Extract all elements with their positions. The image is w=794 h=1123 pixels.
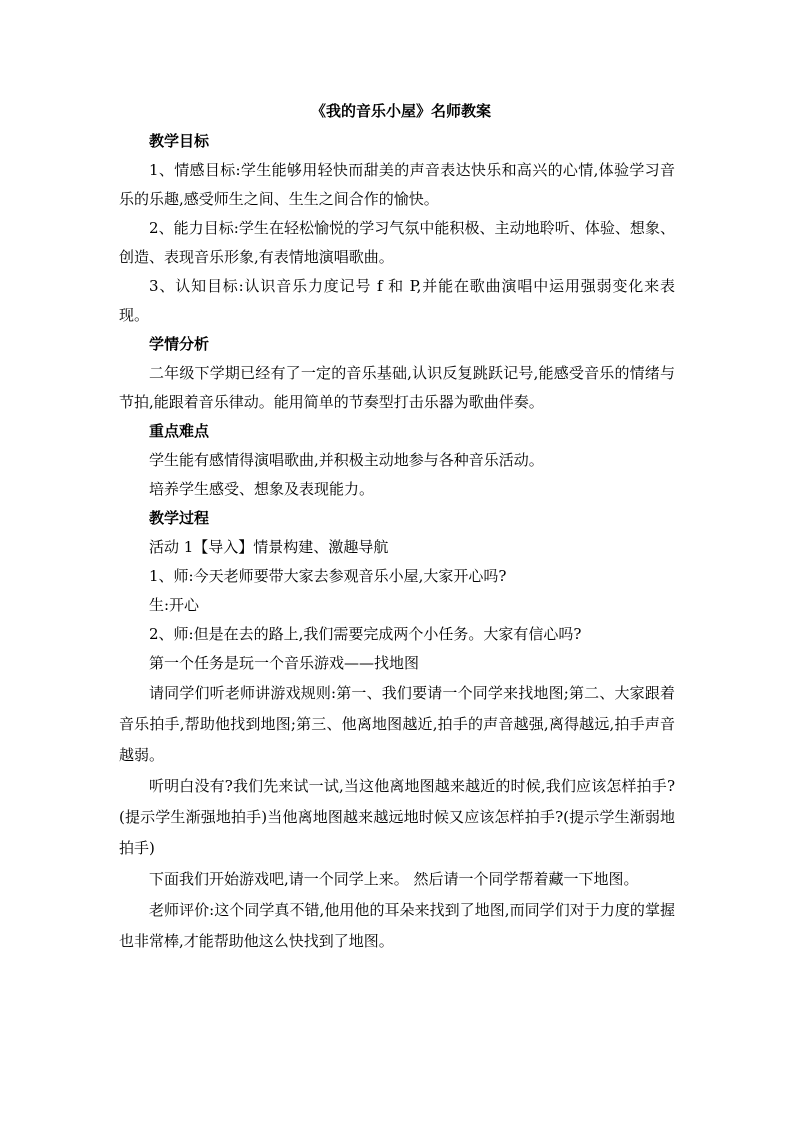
process-line-3: 2、师:但是在去的路上,我们需要完成两个小任务。大家有信心吗? — [149, 625, 582, 643]
process-line-4: 第一个任务是玩一个音乐游戏——找地图 — [149, 654, 420, 672]
process-line-1: 1、师:今天老师要带大家去参观音乐小屋,大家开心吗? — [149, 567, 507, 585]
document-body — [119, 98, 675, 957]
process-line-2: 生:开心 — [149, 596, 200, 614]
game-rules: 请同学们听老师讲游戏规则:第一、我们要请一个同学来找地图;第二、大家跟着音乐拍手,帮助他找到地图;第三、他离地图越近,拍手的声音越强,离得越远,拍手声音越弱。 — [119, 684, 675, 764]
teacher-evaluation: 老师评价:这个同学真不错,他用他的耳朵来找到了地图,而同学们对于力度的掌握也非常棒,才能帮助他这么快找到了地图。 — [119, 901, 675, 950]
heading-learner-analysis: 学情分析 — [149, 335, 210, 353]
heading-key-points: 重点难点 — [149, 422, 210, 440]
goal-emotion: 1、情感目标:学生能够用轻快而甜美的声音表达快乐和高兴的心情,体验学习音乐的乐趣,感受师生之间、生生之间合作的愉快。 — [119, 161, 675, 208]
document-title: 《我的音乐小屋》名师教案 — [310, 102, 491, 120]
game-clarify: 听明白没有?我们先来试一试,当这他离地图越来越近的时候,我们应该怎样拍手?(提示学生渐强地拍手)当他离地图越来越远地时候又应该怎样拍手?(提示学生渐弱地拍手) — [119, 777, 675, 857]
heading-teaching-process: 教学过程 — [149, 509, 210, 527]
key-point-2: 培养学生感受、想象及表现能力。 — [149, 480, 375, 498]
goal-ability: 2、能力目标:学生在轻松愉悦的学习气氛中能积极、主动地聆听、体验、想象、创造、表现音乐形象,有表情地演唱歌曲。 — [119, 219, 675, 266]
game-start: 下面我们开始游戏吧,请一个同学上来。 然后请一个同学帮着藏一下地图。 — [149, 870, 639, 888]
learner-analysis-text: 二年级下学期已经有了一定的音乐基础,认识反复跳跃记号,能感受音乐的情绪与节拍,能跟着音乐律动。能用简单的节奏型打击乐器为歌曲伴奏。 — [119, 364, 675, 411]
goal-cognition: 3、认知目标:认识音乐力度记号 f 和 P,并能在歌曲演唱中运用强弱变化来表现。 — [119, 277, 675, 324]
key-point-1: 学生能有感情得演唱歌曲,并积极主动地参与各种音乐活动。 — [149, 451, 544, 469]
heading-teaching-goals: 教学目标 — [149, 132, 210, 150]
activity-title: 活动 1【导入】情景构建、激趣导航 — [149, 538, 389, 556]
